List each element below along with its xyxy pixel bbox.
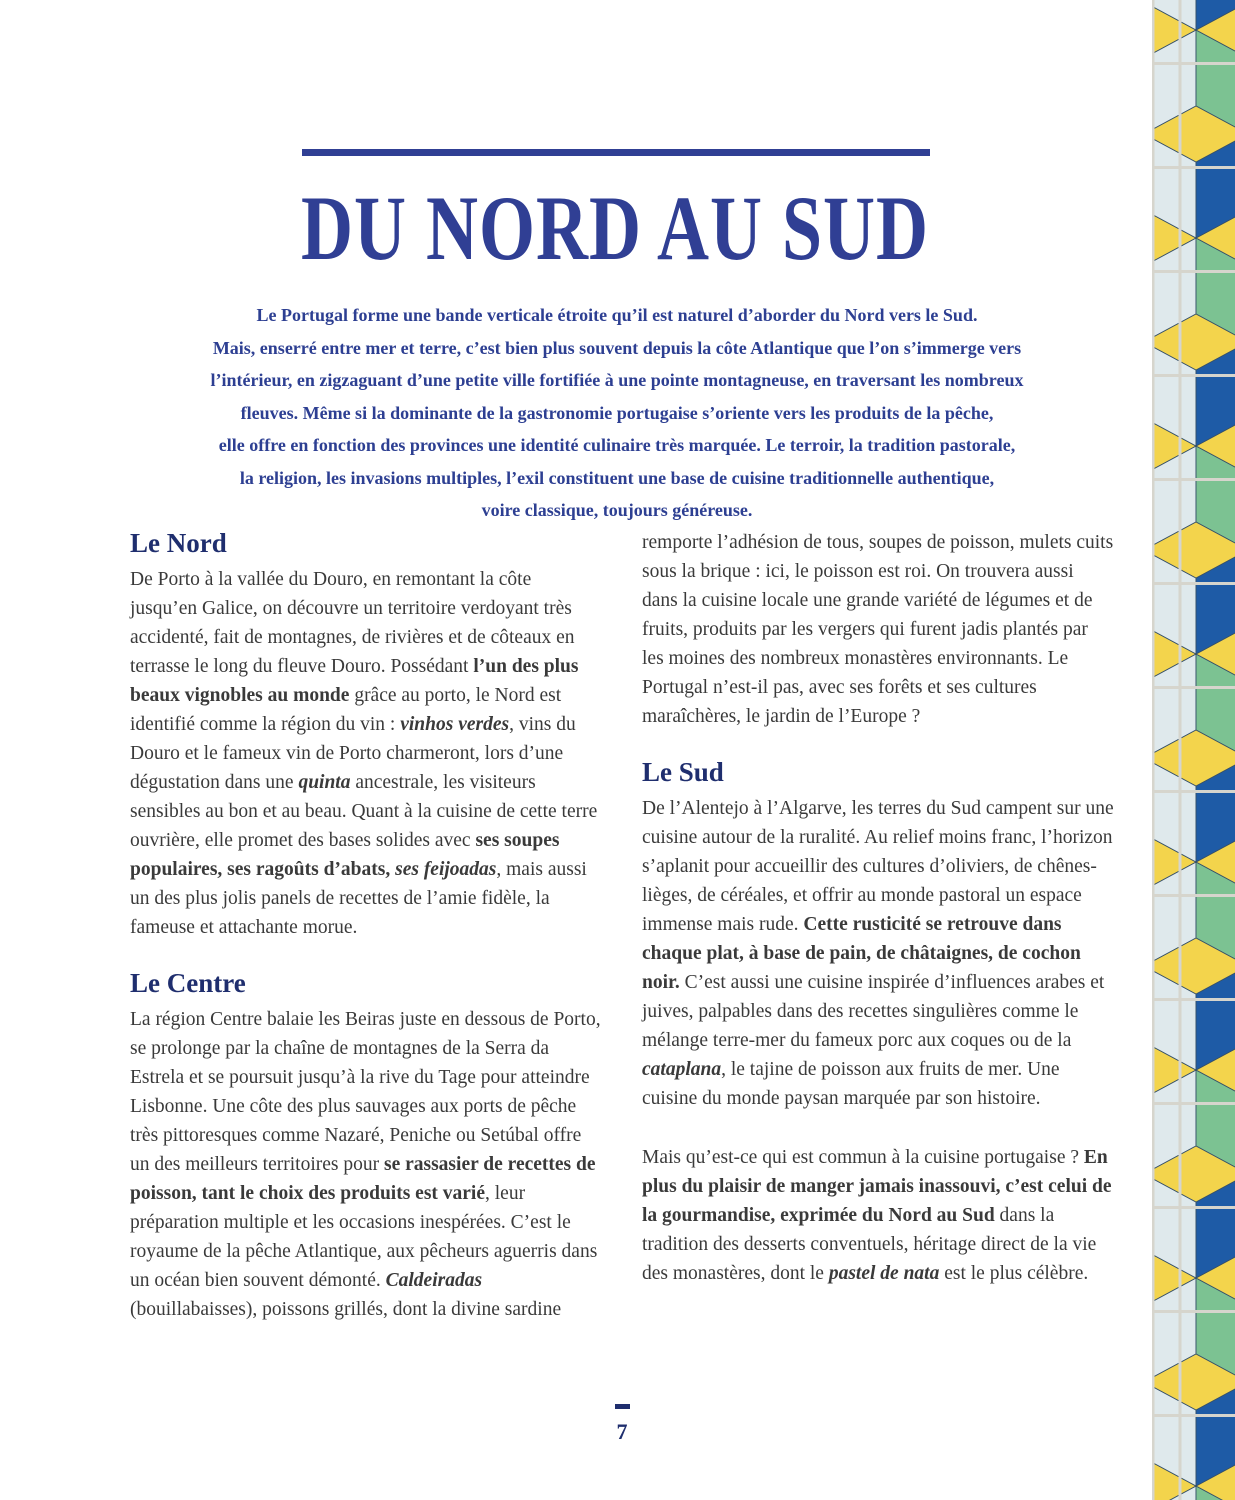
intro-line: elle offre en fonction des provinces une identité culinaire très marquée. Le terroir, la tradition pastorale, xyxy=(218,435,1016,455)
text-run: Caldeiradas xyxy=(385,1270,483,1291)
body-paragraph xyxy=(642,1143,1114,1288)
text-run: Mais qu’est-ce qui est commun à la cuisine portugaise ? xyxy=(642,1147,1084,1168)
text-run: De l’Alentejo à l’Algarve, les terres du Sud campent sur une cuisine autour de la ruralité. Au relief moins franc, l’horizon s’aplanit pour accueillir des cultures d’oliviers, de chênes-lièges, de céréales, et offrir au monde pastoral un espace immense mais rude. xyxy=(642,798,1114,935)
intro-line: la religion, les invasions multiples, l’exil constituent une base de cuisine traditionnelle authentique, xyxy=(239,467,995,488)
text-run: l’un des plus beaux vignobles au monde xyxy=(130,656,579,706)
text-run: remporte l’adhésion de tous, soupes de poisson, mulets cuits sous la brique : ici, le poisson est roi. On trouvera aussi dans la cuisine locale une grande variété de légumes et de fruits, produits par les vergers qui furent jadis plantés par les moines des nombreux monastères environnants. Le Portugal n’est-il pas, avec ses forêts et ses cultures maraîchères, le jardin de l’Europe ? xyxy=(642,532,1114,727)
text-run: ancestrale, les visiteurs sensibles au bon et au beau. Quant à la cuisine de cette terre ouvrière, elle promet des bases solides avec xyxy=(130,772,598,851)
page-number: 7 xyxy=(616,1419,628,1444)
text-run: , vins du Douro et le fameux vin de Porto charmeront, lors d’une dégustation dans une xyxy=(130,714,576,793)
text-run: De Porto à la vallée du Douro, en remontant la côte jusqu’en Galice, on découvre un territoire verdoyant très accidenté, fait de montagnes, de rivières et de côteaux en terrasse le long du fleuve Douro. Possédant xyxy=(130,569,575,677)
text-run: pastel de nata xyxy=(828,1263,940,1284)
text-run: dans la tradition des desserts conventuels, héritage direct de la vie des monastères, dont le xyxy=(642,1205,1097,1284)
intro-line: Mais, enserré entre mer et terre, c’est bien plus souvent depuis la côte Atlantique que l’on s’immerge vers xyxy=(212,337,1022,358)
text-run: , le tajine de poisson aux fruits de mer. Une cuisine du monde paysan marquée par son histoire. xyxy=(642,1059,1060,1109)
text-run: vinhos verdes xyxy=(400,714,510,735)
column-left xyxy=(130,528,602,1324)
title-rule xyxy=(302,149,930,156)
text-run: cataplana xyxy=(642,1059,722,1080)
intro-line: Le Portugal forme une bande verticale étroite qu’il est naturel d’aborder du Nord vers le Sud. xyxy=(256,305,978,325)
body-paragraph xyxy=(130,1005,602,1324)
page-title: DU NORD AU SUD xyxy=(300,177,930,280)
section-heading: Le Sud xyxy=(642,757,724,787)
text-run: (bouillabaisses), poissons grillés, dont la divine sardine xyxy=(130,1299,562,1320)
text-run: , mais aussi un des plus jolis panels de recettes de l’amie fidèle, la fameuse et attachante morue. xyxy=(130,859,587,938)
page-number-dash xyxy=(615,1404,630,1409)
text-run: En plus du plaisir de manger jamais inassouvi, c’est celui de la gourmandise, exprimée du Nord au Sud xyxy=(642,1147,1112,1226)
section-heading: Le Centre xyxy=(130,968,246,998)
text-columns xyxy=(130,528,1114,1324)
body-paragraph xyxy=(130,565,602,942)
text-run: se rassasier de recettes de poisson, tant le choix des produits est varié xyxy=(130,1154,596,1204)
text-run: C’est aussi une cuisine inspirée d’influences arabes et juives, palpables dans des recettes singulières comme le mélange terre-mer du fameux porc aux coques ou de la xyxy=(642,972,1105,1051)
section-heading: Le Nord xyxy=(130,528,227,558)
text-run: ses feijoadas xyxy=(395,859,497,880)
intro-paragraph xyxy=(117,299,1117,527)
text-run: Cette rusticité se retrouve dans chaque plat, à base de pain, de châtaignes, de cochon noir. xyxy=(642,914,1081,993)
body-paragraph xyxy=(642,528,1114,731)
text-run: est le plus célèbre. xyxy=(939,1263,1089,1284)
azulejo-tile-border xyxy=(1150,0,1235,1500)
text-run: ses soupes populaires, ses ragoûts d’abats, xyxy=(130,830,560,880)
column-right xyxy=(642,528,1114,1324)
text-run: La région Centre balaie les Beiras juste en dessous de Porto, se prolonge par la chaîne de montagnes de la Serra da Estrela et se poursuit jusqu’à la rive du Tage pour atteindre Lisbonne. Une côte des plus sauvages aux ports de pêche très pittoresques comme Nazaré, Peniche ou Setúbal offre un des meilleurs territoires pour xyxy=(130,1009,601,1175)
body-paragraph xyxy=(642,794,1114,1113)
intro-line: voire classique, toujours généreuse. xyxy=(481,500,753,520)
intro-line: fleuves. Même si la dominante de la gastronomie portugaise s’oriente vers les produits de la pêche, xyxy=(240,402,994,423)
text-run: grâce au porto, le Nord est identifié comme la région du vin : xyxy=(130,685,562,735)
intro-line: l’intérieur, en zigzaguant d’une petite ville fortifiée à une pointe montagneuse, en traversant les nombreux xyxy=(210,370,1024,390)
text-run: quinta xyxy=(298,772,351,793)
text-run: , leur préparation multiple et les occasions inespérées. C’est le royaume de la pêche Atlantique, aux pêcheurs aguerris dans un océan bien souvent démonté. xyxy=(130,1183,598,1291)
page-footer xyxy=(130,1404,1114,1443)
